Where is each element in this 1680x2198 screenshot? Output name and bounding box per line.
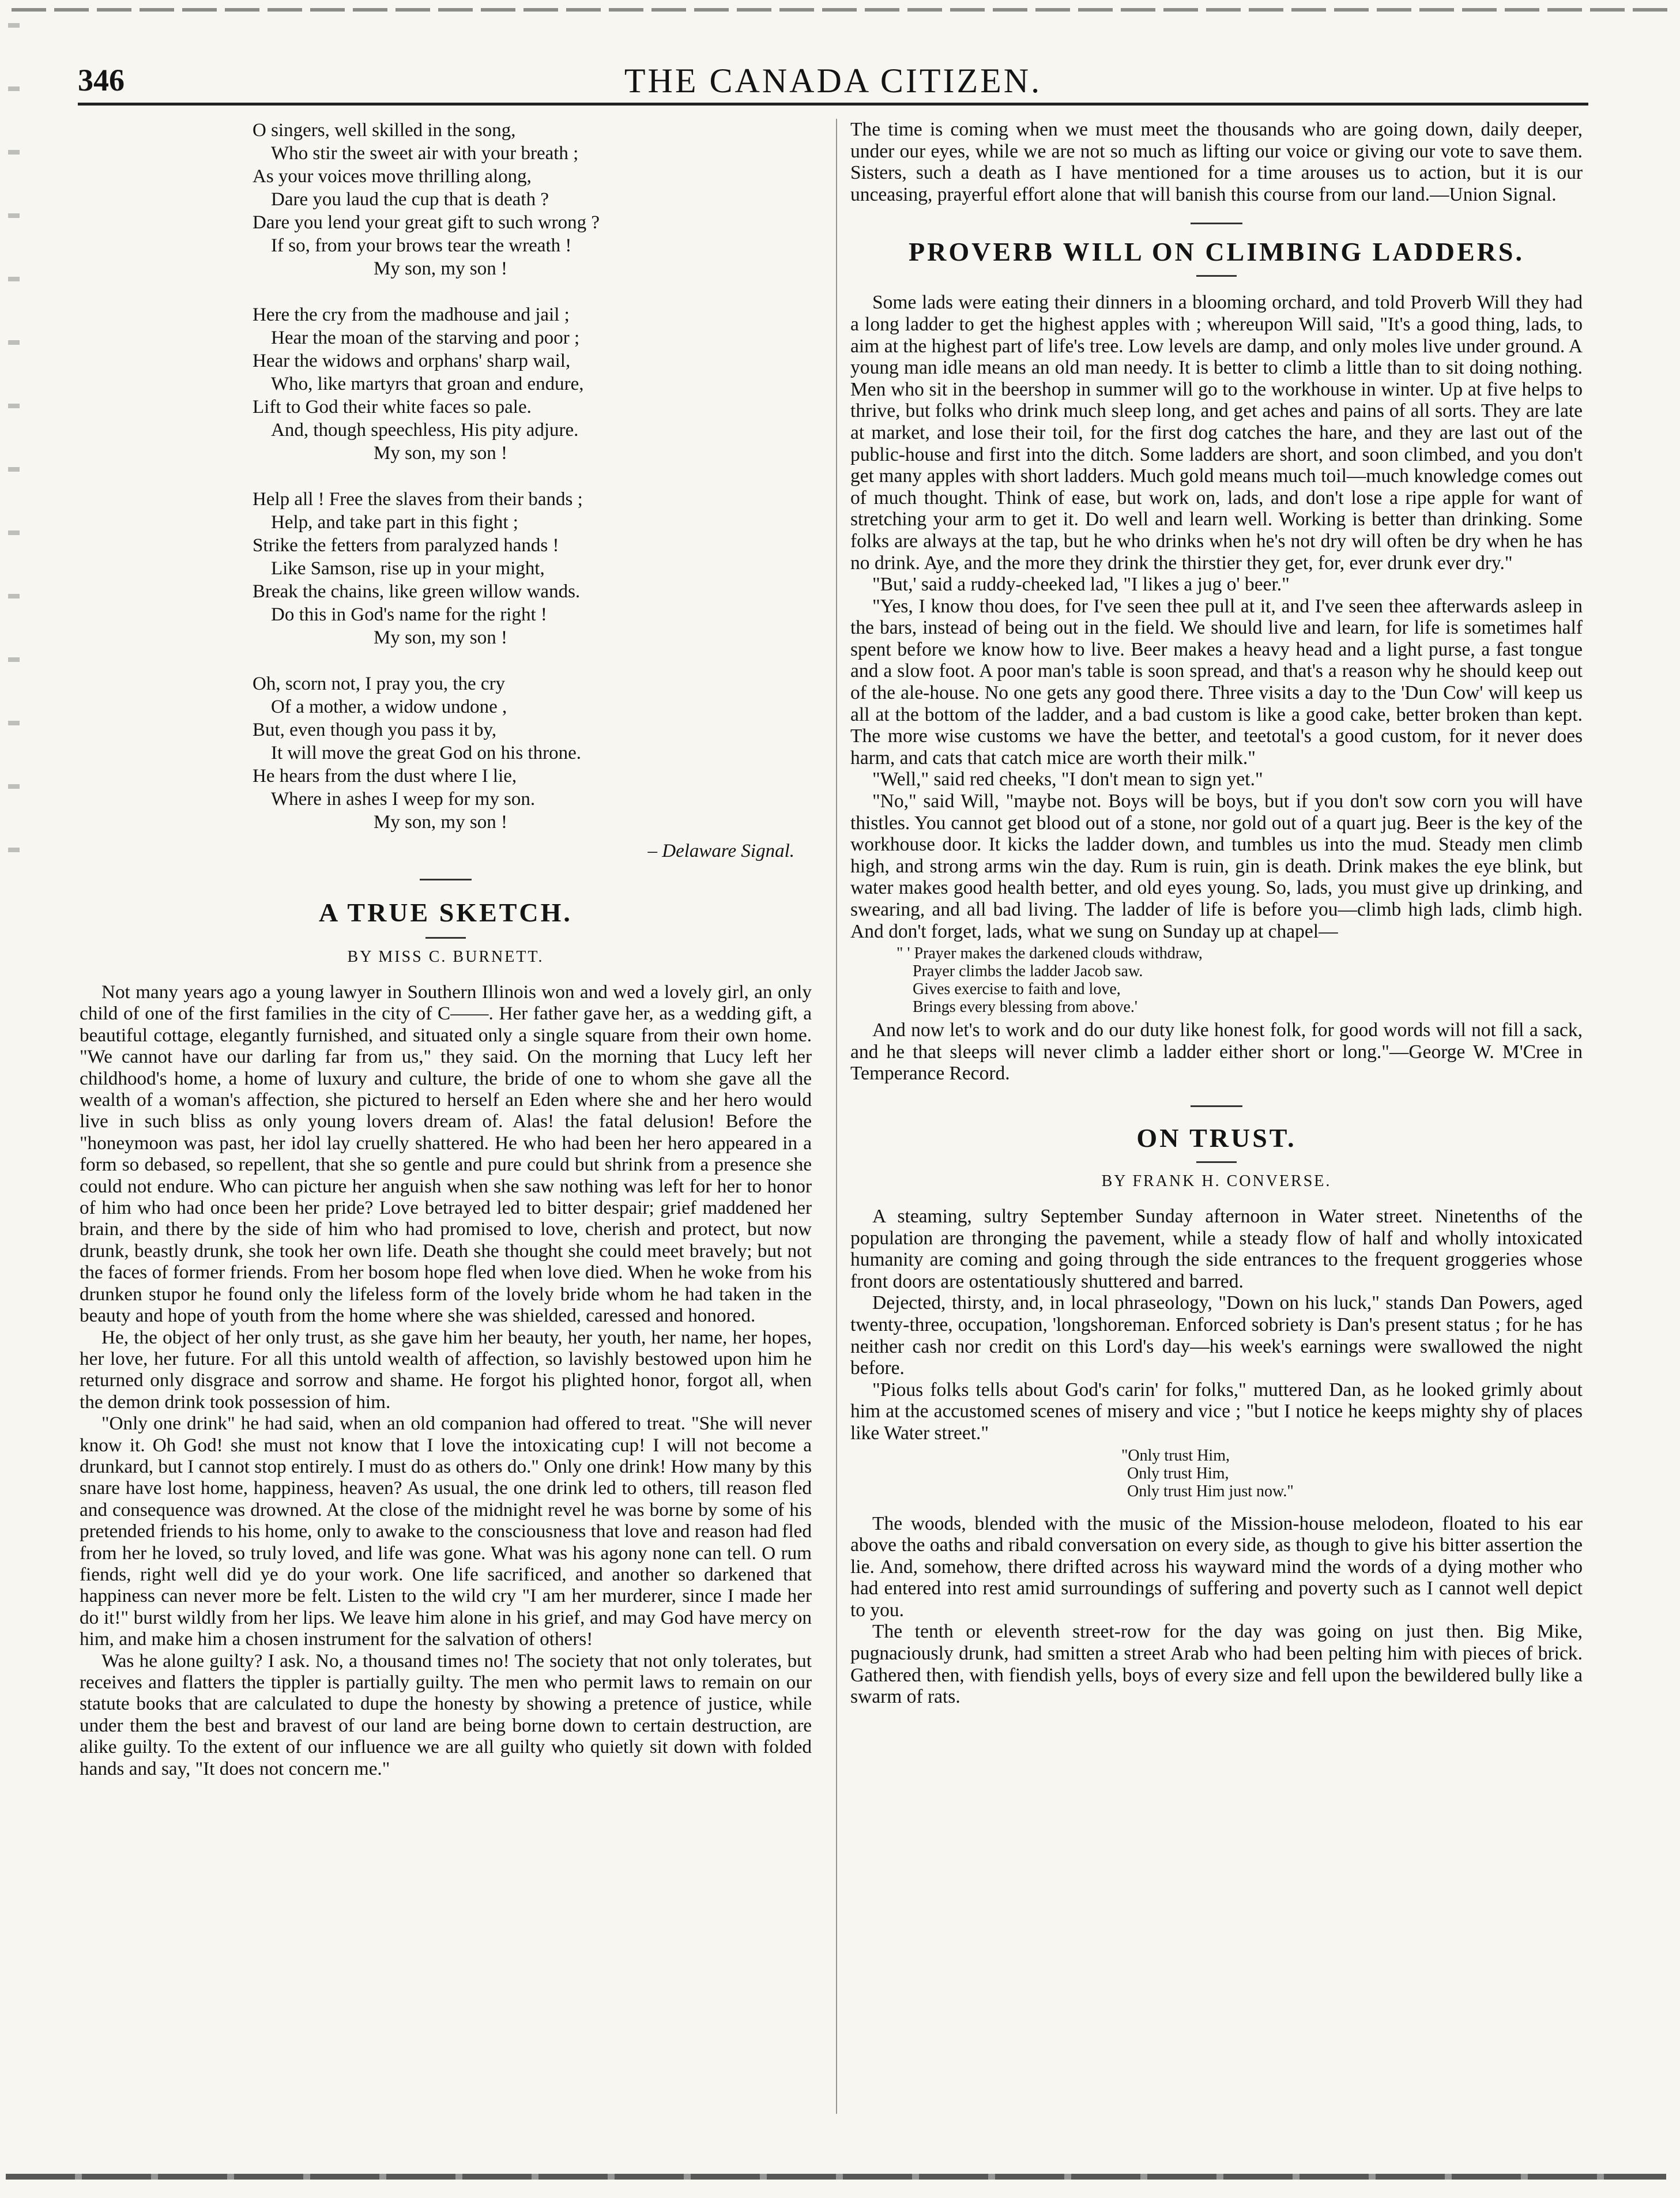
paragraph: And now let's to work and do our duty like honest folk, for good words will not fill a sack, and he that sleeps will never climb a ladder either short or long."—George W. M'Cree in Temperance Record. — [850, 1019, 1583, 1085]
section-divider — [420, 879, 472, 880]
poem-line: But, even though you pass it by, — [253, 720, 497, 740]
paragraph: "Well," said red cheeks, "I don't mean to sign yet." — [872, 769, 1263, 791]
paragraph: Was he alone guilty? I ask. No, a thousand times no! The society that not only tolerates, but receives and flatters the tippler is partially guilty. The men who permit laws to remain on our statute books that are calculated to dupe the honesty by showing a pretence of justice, while under them the best and bravest of our land are being borne down to certain destruction, are alike guilty. To the extent of our influence we are all guilty who quietly sit down with folded hands and say, "It does not concern me." — [80, 1650, 812, 1779]
poem-refrain: My son, my son ! — [374, 627, 507, 648]
paragraph: He, the object of her only trust, as she gave him her beauty, her youth, her name, her hopes, her love, her future. For all this untold wealth of affection, so lavishly bestowed upon him he returned only disgrace and sorrow and shame. He forgot his plighted honor, forgot all, when the demon drink took possession of him. — [80, 1326, 812, 1413]
poem-refrain: My son, my son ! — [374, 443, 507, 464]
poem-line: As your voices move thrilling along, — [253, 166, 532, 187]
poem-stanza — [253, 303, 812, 465]
continued-article — [850, 119, 1583, 205]
verse-line: Brings every blessing from above.' — [913, 998, 1137, 1017]
poem-line: Help all ! Free the slaves from their bands ; — [253, 489, 583, 510]
title-divider — [425, 937, 466, 939]
poem-line: Who stir the sweet air with your breath ; — [271, 143, 579, 164]
poem-line: Help, and take part in this fight ; — [271, 512, 518, 533]
poem-line: It will move the great God on his throne. — [271, 743, 581, 763]
hymn-verse — [1121, 1447, 1583, 1500]
paragraph: "Pious folks tells about God's carin' for folks," muttered Dan, as he looked grimly about him at the accustomed scenes of misery and vice ; "but I notice he keeps mighty shy of places like Water street." — [850, 1379, 1583, 1444]
title-divider — [1196, 1161, 1237, 1163]
section-divider — [1191, 223, 1242, 224]
poem-refrain: My son, my son ! — [374, 258, 507, 279]
article-body-true-sketch — [80, 981, 812, 1779]
verse-line: " ' Prayer makes the darkened clouds withdraw, — [896, 944, 1203, 963]
poem-line: He hears from the dust where I lie, — [253, 766, 517, 786]
poem-line: Who, like martyrs that groan and endure, — [271, 374, 584, 394]
article-title-true-sketch: A TRUE SKETCH. — [319, 898, 572, 927]
paragraph: The woods, blended with the music of the Mission-house melodeon, floated to his ear above the oaths and ribald conversation on every side, as though to give his bitter assertion the lie. And, somehow, there drifted across his wayward mind the words of a dying mother who had entered into rest amid surroundings of suffering and poverty such as I cannot well depict to you. — [850, 1512, 1583, 1621]
hymn-verse — [896, 944, 1583, 1016]
paragraph: Dejected, thirsty, and, in local phraseology, "Down on his luck," stands Dan Powers, aged twenty-three, occupation, 'longshoreman. Enforced sobriety is Dan's present status ; for he has neither cash nor credit on this Lord's day—his week's earnings were swallowed the night before. — [850, 1292, 1583, 1379]
paragraph: "But,' said a ruddy-cheeked lad, "I likes a jug o' beer." — [872, 574, 1290, 596]
poem-line: Where in ashes I weep for my son. — [271, 789, 536, 810]
verse-line: "Only trust Him, — [1121, 1446, 1230, 1465]
paragraph: A steaming, sultry September Sunday afternoon in Water street. Ninetenths of the population are thronging the pavement, while a steady flow of half and wholly intoxicated humanity are coming and going through the side entrances to the frequent groggeries whose front doors are ostentatiously shuttered and barred. — [850, 1205, 1583, 1292]
top-edge-rule — [12, 8, 1672, 12]
article-byline: BY MISS C. BURNETT. — [347, 948, 544, 966]
left-column — [80, 119, 812, 1779]
publication-title: THE CANADA CITIZEN. — [624, 62, 1042, 100]
right-column — [850, 119, 1583, 1708]
paragraph: "Yes, I know thou does, for I've seen thee pull at it, and I've seen thee afterwards asleep in the bars, instead of being out in the field. We should live and learn, for life is sometimes half spent before we know how to live. Beer makes a heavy head and a light purse, a fast tongue and a slow foot. A poor man's table is soon spread, and that's a reason why he should keep out of the ale-house. No one gets any good there. Three visits a day to the 'Dun Cow' will keep us all at the bottom of the ladder, and a bad custom is like a good cake, better broken than kept. The more wise customs we have the better, and teetotal's a good custom, for it never does harm, and cats that catch mice are worth their milk." — [850, 595, 1583, 769]
paragraph: The tenth or eleventh street-row for the day was going on just then. Big Mike, pugnaciously drunk, had smitten a street Arab who had been pelting him with pieces of brick. Gathered then, with fiendish yells, boys of every size and fell upon the bewildered bully like a swarm of rats. — [850, 1621, 1583, 1708]
poem-line: Hear the widows and orphans' sharp wail, — [253, 351, 571, 371]
paragraph: Not many years ago a young lawyer in Southern Illinois won and wed a lovely girl, an only child of one of the first families in the city of C——. Her father gave her, as a wedding gift, a beautiful cottage, elegantly furnished, and situated only a single square from their own home. "We cannot have our darling far from us," they said. On the morning that Lucy left her childhood's home, a home of luxury and culture, the bride of one to whom she gave all the wealth of a woman's affection, she pictured to herself an Eden where she and her hero would live in such bliss as only young lovers dream of. Alas! the fatal delusion! Before the "honeymoon was past, her idol lay cruelly shattered. He who had been her hero appeared in a form so debased, so repellent, that she so gentle and pure could but shrink from a presence she could not endure. Who can picture her anguish when she saw nothing was left for her to honor of him who had once been her pride? Love betrayed led to bitter despair; grief maddened her brain, and there by the side of him who had promised to love, cherish and protect, but now drunk, beastly drunk, she took her own life. Death she thought she could meet bravely; but not the faces of former friends. From her bosom hope fled when love died. When he woke from his drunken stupor he found only the lifeless form of the lovely bride whom he had taken in the beauty and hope of youth from the home where she was shielded, caressed and honored. — [80, 981, 812, 1327]
article-byline: BY FRANK H. CONVERSE. — [1101, 1172, 1332, 1190]
header-rule — [78, 103, 1588, 106]
poem-line: Of a mother, a widow undone , — [271, 697, 507, 717]
poem-refrain: My son, my son ! — [374, 812, 507, 833]
verse-line: Only trust Him, — [1127, 1464, 1229, 1482]
article-title-on-trust: ON TRUST. — [1136, 1123, 1297, 1153]
column-divider — [836, 119, 837, 2114]
page-number: 346 — [78, 63, 125, 97]
poem-line: Hear the moan of the starving and poor ; — [271, 328, 580, 348]
poem — [253, 119, 812, 834]
poem-line: And, though speechless, His pity adjure. — [271, 420, 579, 441]
poem-line: Dare you laud the cup that is death ? — [271, 189, 549, 210]
poem-stanza — [253, 488, 812, 649]
article-title-proverb-will: PROVERB WILL ON CLIMBING LADDERS. — [909, 237, 1524, 267]
page-header — [78, 57, 1588, 103]
poem-line: If so, from your brows tear the wreath ! — [271, 235, 572, 256]
title-divider — [1196, 275, 1237, 277]
poem-line: Oh, scorn not, I pray you, the cry — [253, 673, 506, 694]
paragraph: "Only one drink" he had said, when an old companion had offered to treat. "She will never know it. Oh God! she must not know that I love the intoxicating cup! I will not become a drunkard, but I cannot stop entirely. I must do as others do." Only one drink! How many by this snare have lost home, happiness, heaven? As usual, the one drink led to others, till reason fled and consequence was drowned. At the close of the midnight revel he was borne by some of his pretended friends to his home, only to awake to the consciousness that love and reason had fled from her he loved, so truly loved, and life was gone. What was his agony none can tell. O rum fiends, right well did ye do your work. One life sacrificed, and another so darkened that happiness can never more be felt. Listen to the wild cry "I am her murderer, since I made her do it!" burst wildly from her lips. We leave him alone in his grief, and may God have mercy on him, and make him a chosen instrument for the salvation of others! — [80, 1413, 812, 1650]
verse-line: Only trust Him just now." — [1127, 1482, 1294, 1500]
poem-line: Dare you lend your great gift to such wrong ? — [253, 212, 600, 233]
poem-line: Like Samson, rise up in your might, — [271, 558, 545, 579]
poem-line: Strike the fetters from paralyzed hands ! — [253, 535, 559, 556]
verse-line: Prayer climbs the ladder Jacob saw. — [913, 962, 1143, 981]
poem-line: Do this in God's name for the right ! — [271, 604, 547, 625]
section-divider — [1191, 1105, 1242, 1107]
paragraph: "No," said Will, "maybe not. Boys will be boys, but if you don't sow corn you will have thistles. You cannot get blood out of a stone, nor gold out of a quart jug. Beer is the key of the workhouse door. It kicks the ladder down, and tumbles us into the mud. Steady men climb high, and strong arms win the day. Rum is ruin, gin is death. Drink makes the eye blink, but water makes good health better, and old eyes young. So, lads, you must give up drinking, and swearing, and all bad living. The ladder of life is before you—climb high lads, climb high. And don't forget, lads, what we sung on Sunday up at chapel— — [850, 791, 1583, 942]
binding-gutter — [8, 23, 20, 888]
poem-line: Here the cry from the madhouse and jail ; — [253, 304, 570, 325]
article-body-proverb-will — [850, 292, 1583, 1085]
article-body-on-trust — [850, 1206, 1583, 1708]
bottom-edge-rule — [6, 2174, 1666, 2180]
paragraph: Some lads were eating their dinners in a blooming orchard, and told Proverb Will they had a long ladder to get the highest apples with ; whereupon Will said, "It's a good thing, lads, to aim at the highest part of life's tree. Low levels are damp, and only moles live under ground. A young man idle means an old man needy. It is better to climb a little than to sit doing nothing. Men who sit in the beershop in summer will go to the workhouse in winter. Up at five helps to thrive, but folks who drink much sleep long, and get aches and pains of all sorts. They are late at market, and lose their toil, for the first dog catches the hare, and they are last out of the public-house and first into the ditch. Some ladders are short, and soon climbed, and you don't get many apples with short ladders. Much gold means much toil—much knowledge comes out of much thought. Think of ease, but work on, lads, and don't lose a ripe apple for want of stretching your arm to get it. Do well and learn well. Working is better than drinking. Some folks are always at the tap, but he who drinks when he's not dry will often be dry when he has no drink. Aye, and the more they drink the thirstier they get, for, ever drunk ever dry." — [850, 292, 1583, 574]
poem-line: Lift to God their white faces so pale. — [253, 397, 532, 417]
poem-line: Break the chains, like green willow wands. — [253, 581, 581, 602]
poem-line: O singers, well skilled in the song, — [253, 120, 516, 141]
verse-line: Gives exercise to faith and love, — [913, 980, 1121, 999]
poem-stanza — [253, 119, 812, 280]
poem-source: – Delaware Signal. — [647, 841, 794, 861]
paragraph: The time is coming when we must meet the thousands who are going down, daily deeper, under our eyes, while we are not so much as lifting our voice or giving our vote to save them. Sisters, such a death as I have mentioned for a time arouses us to action, but it is our unceasing, prayerful effort alone that will banish this course from our land.—Union Signal. — [850, 119, 1583, 205]
poem-stanza — [253, 672, 812, 834]
